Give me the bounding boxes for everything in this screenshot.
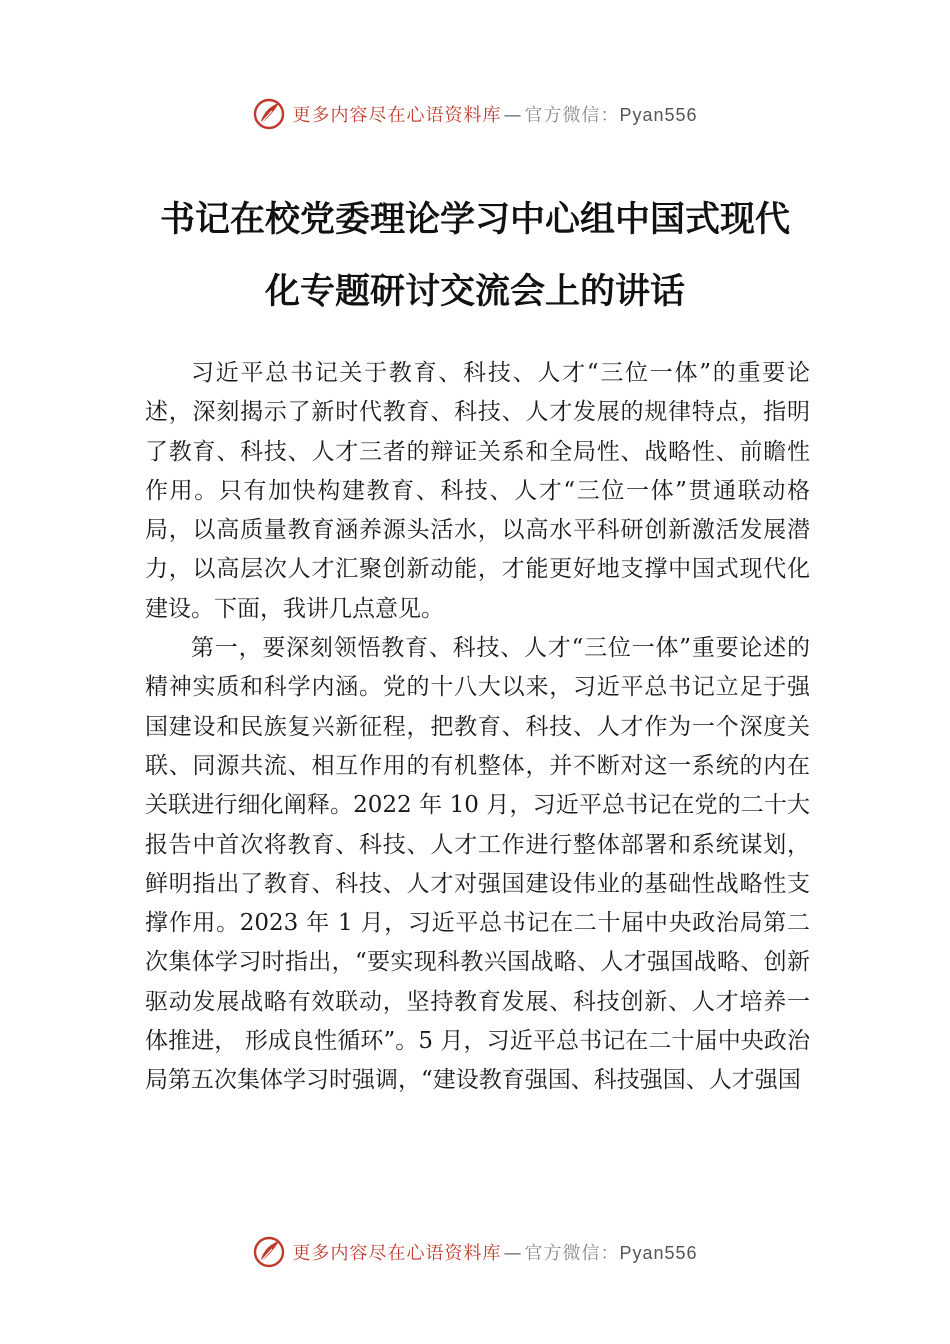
pen-logo-icon xyxy=(252,1235,286,1269)
watermark-header xyxy=(0,94,950,134)
paragraph-first-point: 第一，要深刻领悟教育、科技、人才“三位一体”重要论述的精神实质和科学内涵。党的十八大以来，习近平总书记立足于强国建设和民族复兴新征程，把教育、科技、人才作为一个深度关联、同源共流、相互作用的有机整体，并不断对这一系统的内在关联进行细化阐释。2022 年 10 月，习近平总书记在党的二十大报告中首次将教育、科技、人才工作进行整体部署和系统谋划，鲜明指出了教育、科技、人才对强国建设伟业的基础性战略性支撑作用。2023 年 1 月，习近平总书记在二十届中央政治局第二次集体学习时指出，“要实现科教兴国战略、人才强国战略、创新驱动发展战略有效联动，坚持教育发展、科技创新、人才培养一体推进， 形成良性循环”。5 月，习近平总书记在二十届中央政治局第五次集体学习时强调，“建设教育强国、科技强国、人才强国 xyxy=(145,635,810,1094)
watermark-site-text: 更多内容尽在心语资料库 xyxy=(292,1243,502,1264)
title-line-2: 化专题研讨交流会上的讲话 xyxy=(264,271,685,312)
watermark-wechat-id: Pyan556 xyxy=(619,105,698,125)
watermark-dash: — xyxy=(503,1243,523,1264)
watermark-dash: — xyxy=(503,105,523,126)
pen-logo-icon xyxy=(252,97,286,131)
watermark-official-label: 官方微信： xyxy=(524,1243,620,1264)
watermark-site-text: 更多内容尽在心语资料库 xyxy=(292,105,502,126)
document-body xyxy=(145,354,810,1101)
watermark-official-label: 官方微信： xyxy=(524,105,620,126)
title-line-1: 书记在校党委理论学习中心组中国式现代 xyxy=(159,199,790,240)
watermark-wechat-id: Pyan556 xyxy=(619,1243,698,1263)
watermark-footer xyxy=(0,1232,950,1272)
document-title xyxy=(140,184,810,328)
paragraph-intro: 习近平总书记关于教育、科技、人才“三位一体”的重要论述，深刻揭示了新时代教育、科技、人才发展的规律特点，指明了教育、科技、人才三者的辩证关系和全局性、战略性、前瞻性作用。只有加快构建教育、科技、人才“三位一体”贯通联动格局，以高质量教育涵养源头活水，以高水平科研创新激活发展潜力，以高层次人才汇聚创新动能，才能更好地支撑中国式现代化建设。下面，我讲几点意见。 xyxy=(145,360,810,622)
